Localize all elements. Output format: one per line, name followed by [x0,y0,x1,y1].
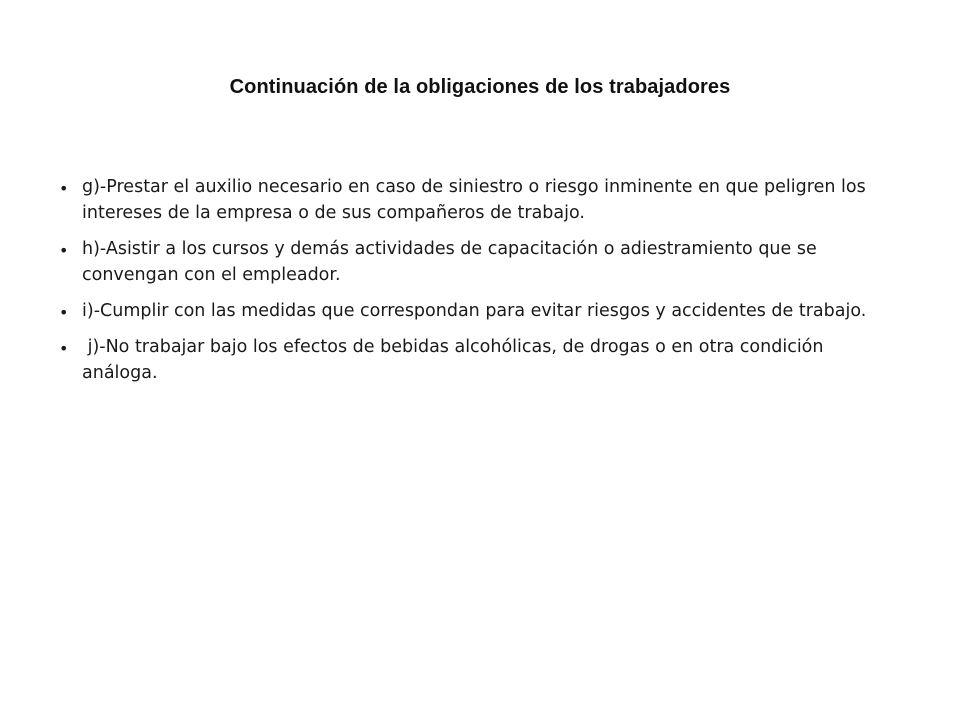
list-item [0,298,960,324]
bullet-icon: • [59,339,69,358]
list-item [0,174,960,226]
bullet-text: i)-Cumplir con las medidas que correspondan para evitar riesgos y accidentes de trabajo. [82,301,867,321]
list-item [0,236,960,288]
bullet-icon: • [59,303,69,322]
bullet-icon: • [59,241,69,260]
bullet-text: j)-No trabajar bajo los efectos de bebidas alcohólicas, de drogas o en otra condición análoga. [82,337,830,383]
bullet-text: h)-Asistir a los cursos y demás actividades de capacitación o adiestramiento que se convengan con el empleador. [82,239,823,285]
slide-title: Continuación de la obligaciones de los trabajadores [229,76,731,98]
bullet-text: g)-Prestar el auxilio necesario en caso de siniestro o riesgo inminente en que peligren los intereses de la empresa o de sus compañeros de trabajo. [82,177,872,223]
list-item [0,334,960,386]
bullet-list [0,174,960,396]
bullet-icon: • [59,179,69,198]
